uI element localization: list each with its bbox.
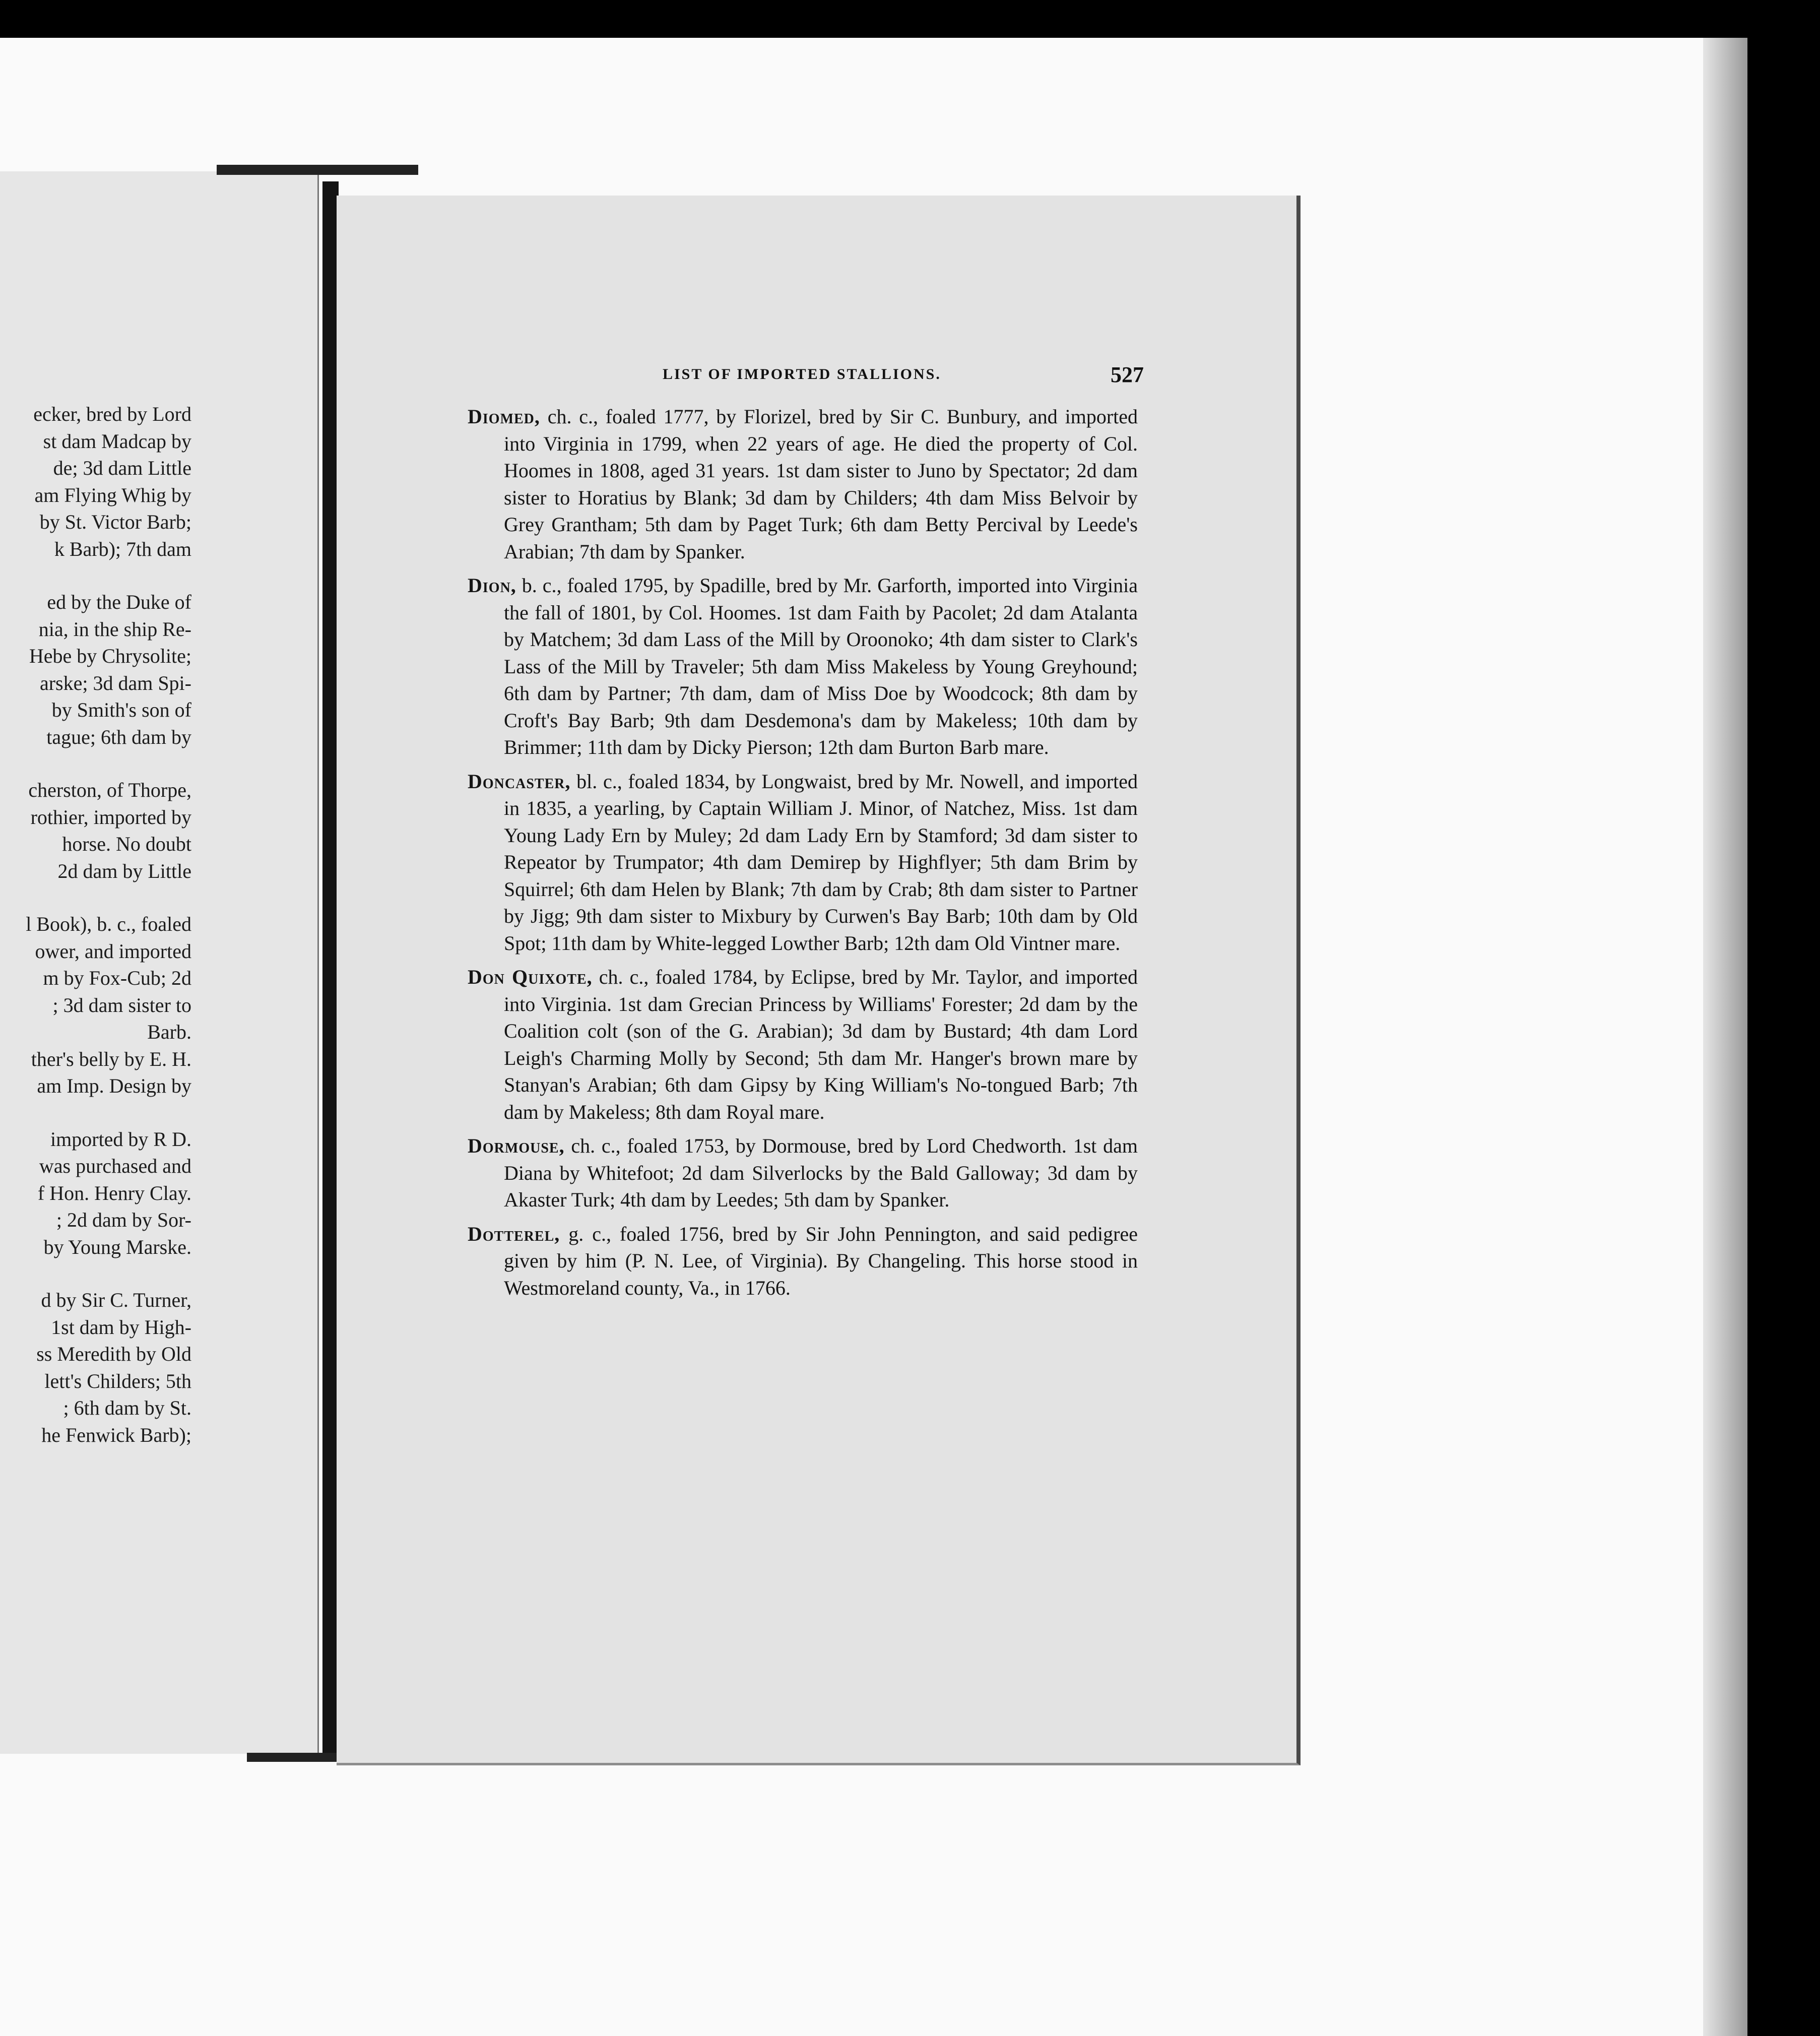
entry-name: Don Quixote, [468,966,593,988]
entry-name: Dormouse, [468,1134,565,1157]
entry-dion [468,572,1138,761]
left-page [0,171,319,1754]
left-page-line: de; 3d dam Little [53,457,191,479]
left-page-line: 1st dam by High- [51,1315,191,1339]
left-page-line: lett's Childers; 5th [44,1369,191,1392]
entry-don-quixote [468,964,1138,1125]
left-page-line [0,750,191,777]
entry-text: bl. c., foaled 1834, by Longwaist, bred by Mr. Nowell, and imported in 1835, a yearling, by Captain William J. Minor, of Natchez, Miss. 1st dam Young Lady Ern by Muley; 2d dam Lady Ern by Stamford; 3d dam sister to Repeator by Trumpator; 4th dam Demirep by Highflyer; 5th dam Brim by Squirrel; 6th dam Helen by Blank; 7th dam by Crab; 8th dam sister to Partner by Jigg; 9th dam sister to Mixbury by Curwen's Bay Barb; 10th dam by Old Spot; 11th dam by White-legged Lowther Barb; 12th dam Old Vintner mare. [504,770,1138,955]
left-page-line: horse. No doubt [62,833,191,855]
entry-text: ch. c., foaled 1784, by Eclipse, bred by Mr. Taylor, and imported into Virginia. 1st dam Grecian Princess by Williams' Forester; 2d dam by the Coalition colt (son of the G. Arabian); 3d dam by Bustard; 4th dam Lord Leigh's Charming Molly by Second; 5th dam Mr. Hanger's brown mare by Stanyan's Arabian; 6th dam Gipsy by King William's No-tongued Barb; 7th dam by Makeless; 8th dam Royal mare. [504,966,1138,1123]
entry-dotterel [468,1221,1138,1302]
running-title: LIST OF IMPORTED STALLIONS. [663,366,941,383]
entry-text: ch. c., foaled 1777, by Florizel, bred by Sir C. Bunbury, and imported into Virginia in 1799, when 22 years of age. He died the property of Col. Hoomes in 1808, aged 31 years. 1st dam sister to Juno by Spectator; 2d dam sister to Horatius by Blank; 3d dam by Childers; 4th dam Miss Belvoir by Grey Grantham; 5th dam by Paget Turk; 6th dam Betty Percival by Leede's Arabian; 7th dam by Spanker. [504,405,1138,563]
left-page-line: arske; 3d dam Spi- [39,671,191,694]
left-page-line: k Barb); 7th dam [54,537,191,560]
left-page-line [0,562,191,589]
left-page-line: am Flying Whig by [34,483,191,506]
left-page-line: Barb. [147,1021,191,1043]
left-page-line: was purchased and [39,1155,191,1177]
left-page-line: ed by the Duke of [47,591,191,613]
left-page-line: by Smith's son of [51,698,191,721]
left-page-line: st dam Madcap by [43,429,191,453]
left-page-line: rothier, imported by [30,805,191,829]
entry-doncaster [468,768,1138,957]
stallion-entries [468,403,1138,1308]
left-page-line: am Imp. Design by [37,1074,191,1097]
spine-top-edge [217,165,418,175]
page-number: 527 [1111,362,1144,387]
left-page-line [0,884,191,911]
left-page-line: by Young Marske. [43,1235,191,1258]
entry-text: ch. c., foaled 1753, by Dormouse, bred by Lord Chedworth. 1st dam Diana by Whitefoot; 2d dam Silverlocks by the Bald Galloway; 3d dam by Akaster Turk; 4th dam by Leedes; 5th dam by Spanker. [504,1134,1138,1211]
left-page-line: ecker, bred by Lord [33,403,191,425]
left-page-line: tague; 6th dam by [46,725,191,748]
entry-name: Dotterel, [468,1222,560,1245]
entry-text: b. c., foaled 1795, by Spadille, bred by Mr. Garforth, imported into Virginia the fall of 1801, by Col. Hoomes. 1st dam Faith by Pacolet; 2d dam Atalanta by Matchem; 3d dam Lass of the Mill by Oroonoko; 4th dam sister to Clark's Lass of the Mill by Traveler; 5th dam Miss Makeless by Young Greyhound; 6th dam by Partner; 7th dam, dam of Miss Doe by Woodcock; 8th dam by Croft's Bay Barb; 9th dam Desdemona's dam by Makeless; 10th dam by Brimmer; 11th dam by Dicky Pierson; 12th dam Burton Barb mare. [504,574,1138,758]
left-page-line: imported by R D. [50,1127,191,1151]
left-page-line: by St. Victor Barb; [39,511,191,533]
left-page-line: cherston, of Thorpe, [28,779,191,801]
entry-name: Diomed, [468,405,540,428]
entry-diomed [468,403,1138,565]
left-page-line: m by Fox-Cub; 2d [43,967,191,989]
scan-edge-shadow [1703,38,1747,2036]
left-page-line [0,1100,191,1126]
left-page-line: Hebe by Chrysolite; [29,645,191,667]
left-page-line [0,1260,191,1287]
left-page-line: d by Sir C. Turner, [41,1289,191,1311]
left-page-text [0,401,191,1448]
left-page-line: ; 6th dam by St. [63,1396,191,1419]
left-page-line: 2d dam by Little [57,859,191,882]
entry-dormouse [468,1132,1138,1214]
left-page-line: nia, in the ship Re- [38,617,191,641]
entry-name: Dion, [468,574,516,597]
left-page-line: ower, and imported [35,939,191,963]
left-page-line: ; 3d dam sister to [52,993,191,1016]
left-page-line: ss Meredith by Old [36,1343,191,1365]
left-page-line: he Fenwick Barb); [41,1423,191,1446]
left-page-line: ; 2d dam by Sor- [56,1208,191,1231]
left-page-line: f Hon. Henry Clay. [37,1181,191,1204]
entry-name: Doncaster, [468,770,571,793]
left-page-line: ther's belly by E. H. [31,1047,191,1070]
entry-text: g. c., foaled 1756, bred by Sir John Pennington, and said pedigree given by him (P. N. Lee, of Virginia). By Changeling. This horse stood in Westmoreland county, Va., in 1766. [504,1222,1138,1299]
left-page-line: l Book), b. c., foaled [26,913,191,935]
